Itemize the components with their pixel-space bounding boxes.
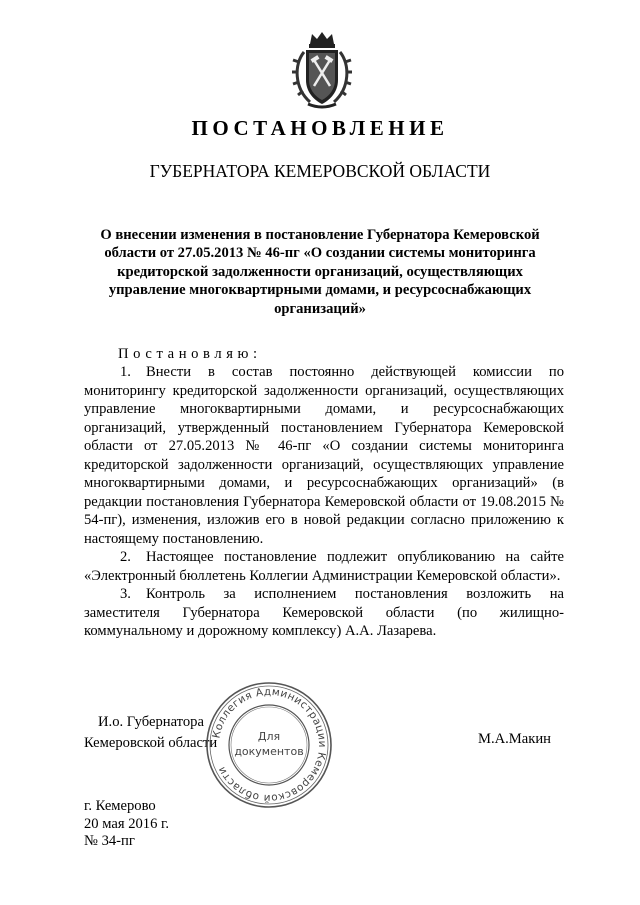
resolution-body bbox=[84, 363, 564, 641]
position-line-2: Кемеровской области bbox=[84, 735, 218, 751]
document-footer bbox=[84, 798, 169, 851]
resolve-word: Постановляю: bbox=[118, 346, 262, 362]
item-1 bbox=[84, 363, 564, 548]
item-number: 1. bbox=[120, 364, 131, 380]
official-stamp bbox=[204, 680, 334, 810]
resolution-heading: О внесении изменения в постановление Губернатора Кемеровской области от 27.05.2013 № 46-пг «О создании системы мониторинга кредиторской задолженности организаций, осуществляющих управление многоквартирными домами, и ресурсоснабжающих организаций» bbox=[100, 227, 540, 317]
item-text: Контроль за исполнением постановления возложить на заместителя Губернатора Кемеровской области (по жилищно-коммунальному и дорожному комплексу) А.А. Лазарева. bbox=[84, 586, 564, 639]
svg-text:документов: документов bbox=[234, 745, 304, 758]
item-text: Настоящее постановление подлежит опубликованию на сайте «Электронный бюллетень Коллегии Администрации Кемеровской области». bbox=[84, 549, 564, 584]
kemerovo-coat-of-arms-icon bbox=[290, 30, 354, 112]
svg-text:Для: Для bbox=[257, 730, 281, 743]
signatory-position bbox=[84, 712, 217, 754]
place: г. Кемерово bbox=[84, 798, 156, 814]
item-number: 3. bbox=[120, 586, 131, 602]
item-3 bbox=[84, 585, 564, 641]
position-line-1: И.о. Губернатора bbox=[98, 714, 204, 730]
stamp-ring-text: Коллегия Администрации Кемеровской области bbox=[210, 685, 329, 805]
date: 20 мая 2016 г. bbox=[84, 815, 170, 832]
item-2 bbox=[84, 548, 564, 585]
signatory-name: М.А.Макин bbox=[478, 731, 551, 747]
document-title: ПОСТАНОВЛЕНИЕ bbox=[191, 116, 449, 140]
item-number: 2. bbox=[120, 549, 131, 565]
document-subtitle: ГУБЕРНАТОРА КЕМЕРОВСКОЙ ОБЛАСТИ bbox=[149, 161, 491, 181]
item-text: Внести в состав постоянно действующей комиссии по мониторингу кредиторской задолженности организаций, осуществляющих управление многоквартирными домами, и ресурсоснабжающих организаций, утвержденный постановлением Губернатора Кемеровской области от 27.05.2013 № 46-пг «О создании системы мониторинга кредиторской задолженности организаций, осуществляющих управление многоквартирными домами, и ресурсоснабжающих организаций» (в редакции постановления Губернатора Кемеровской области от 19.08.2015 № 54-пг), изменения, изложив его в новой редакции согласно приложению к настоящему постановлению. bbox=[84, 364, 564, 547]
document-number: № 34-пг bbox=[84, 833, 135, 849]
